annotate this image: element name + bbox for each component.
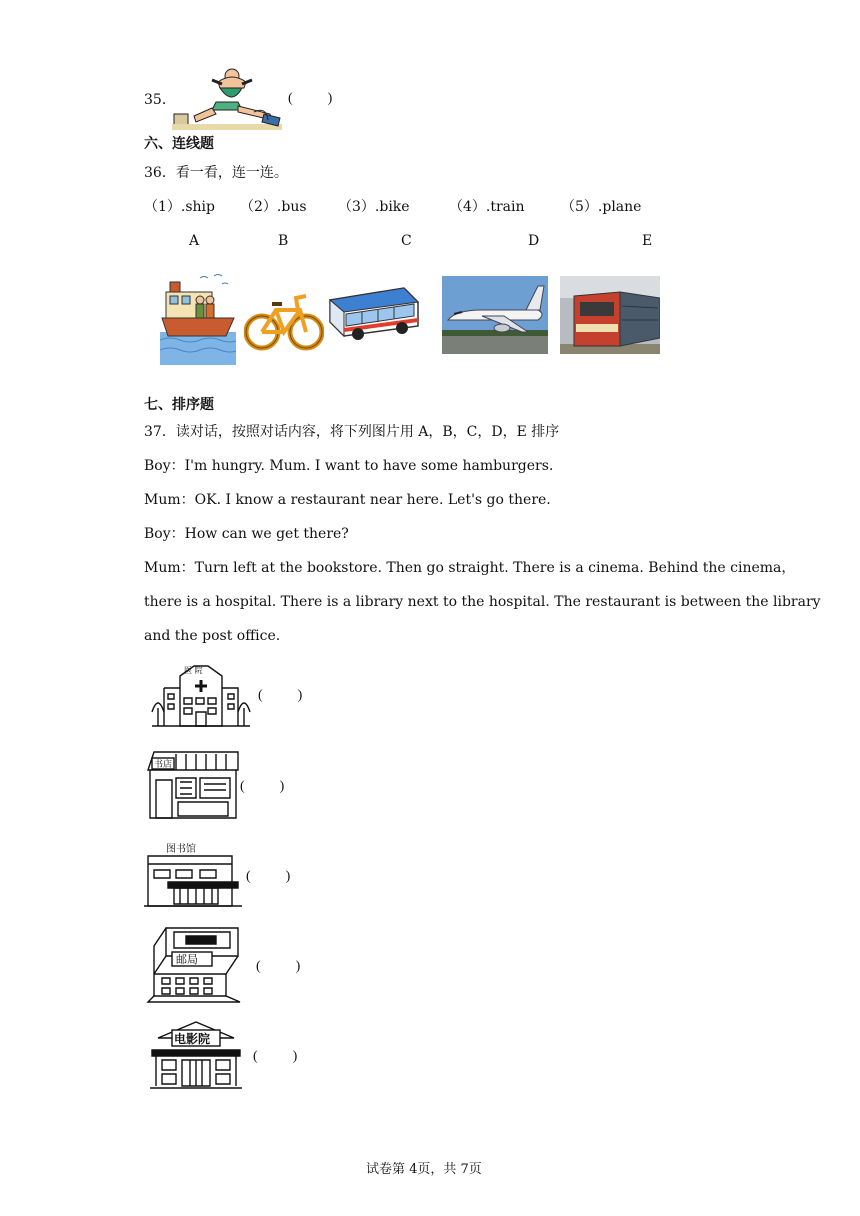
q35-answer-blank[interactable]: ( ) — [288, 91, 333, 106]
bike-icon[interactable] — [244, 290, 324, 354]
dialogue-line-5: there is a hospital. There is a library next to the hospital. The restaurant is between the library — [144, 594, 821, 610]
bookstore-answer-blank[interactable]: ( ) — [240, 779, 285, 794]
dialogue-line-6: and the post office. — [144, 628, 281, 644]
q36-item-1: （1）.ship — [144, 199, 215, 215]
cinema-sign: 电影院 — [174, 1032, 211, 1046]
bookstore-icon — [146, 750, 240, 820]
library-answer-blank[interactable]: ( ) — [246, 869, 291, 884]
train-icon[interactable] — [560, 276, 660, 354]
q36-item-2: （2）.bus — [240, 199, 307, 215]
q35-number: 35． — [144, 92, 176, 108]
page-number: 试卷第 4页，共 7页 — [366, 1162, 482, 1177]
post-office-icon — [146, 926, 242, 1004]
q36-letter-a: A — [189, 233, 200, 249]
plane-icon[interactable] — [442, 276, 548, 354]
long-jump-athlete-icon — [172, 66, 282, 132]
dialogue-line-4: Mum：Turn left at the bookstore. Then go straight. There is a cinema. Behind the cinema， — [144, 560, 796, 576]
dialogue-line-3: Boy：How can we get there? — [144, 526, 349, 542]
ship-icon[interactable] — [160, 270, 236, 365]
q36-prompt: 36．看一看，连一连。 — [144, 165, 288, 181]
library-sign: 图书馆 — [166, 844, 196, 855]
cinema-answer-blank[interactable]: ( ) — [253, 1049, 298, 1064]
q36-letter-d: D — [528, 233, 540, 249]
hospital-icon — [150, 664, 252, 728]
cinema-icon — [150, 1020, 242, 1090]
q37-prompt: 37．读对话，按照对话内容，将下列图片用 A，B，C，D，E 排序 — [144, 424, 560, 440]
bus-icon[interactable] — [326, 282, 422, 342]
post-office-sign: 邮局 — [176, 953, 198, 966]
q36-item-3: （3）.bike — [338, 199, 410, 215]
q36-letter-c: C — [401, 233, 412, 249]
q36-letter-b: B — [278, 233, 289, 249]
section7-title: 七、排序题 — [144, 397, 214, 413]
dialogue-line-1: Boy：I'm hungry. Mum. I want to have some hamburgers. — [144, 458, 554, 474]
q36-item-5: （5）.plane — [561, 199, 642, 215]
q36-item-4: （4）.train — [449, 199, 525, 215]
post-office-answer-blank[interactable]: ( ) — [256, 959, 301, 974]
dialogue-line-2: Mum：OK. I know a restaurant near here. Let's go there. — [144, 492, 551, 508]
library-icon — [144, 840, 242, 910]
bookstore-sign: 书店 — [154, 760, 173, 770]
hospital-answer-blank[interactable]: ( ) — [258, 688, 303, 703]
hospital-sign: 医 院 — [184, 666, 203, 675]
section6-title: 六、连线题 — [144, 136, 214, 152]
q36-letter-e: E — [642, 233, 653, 249]
